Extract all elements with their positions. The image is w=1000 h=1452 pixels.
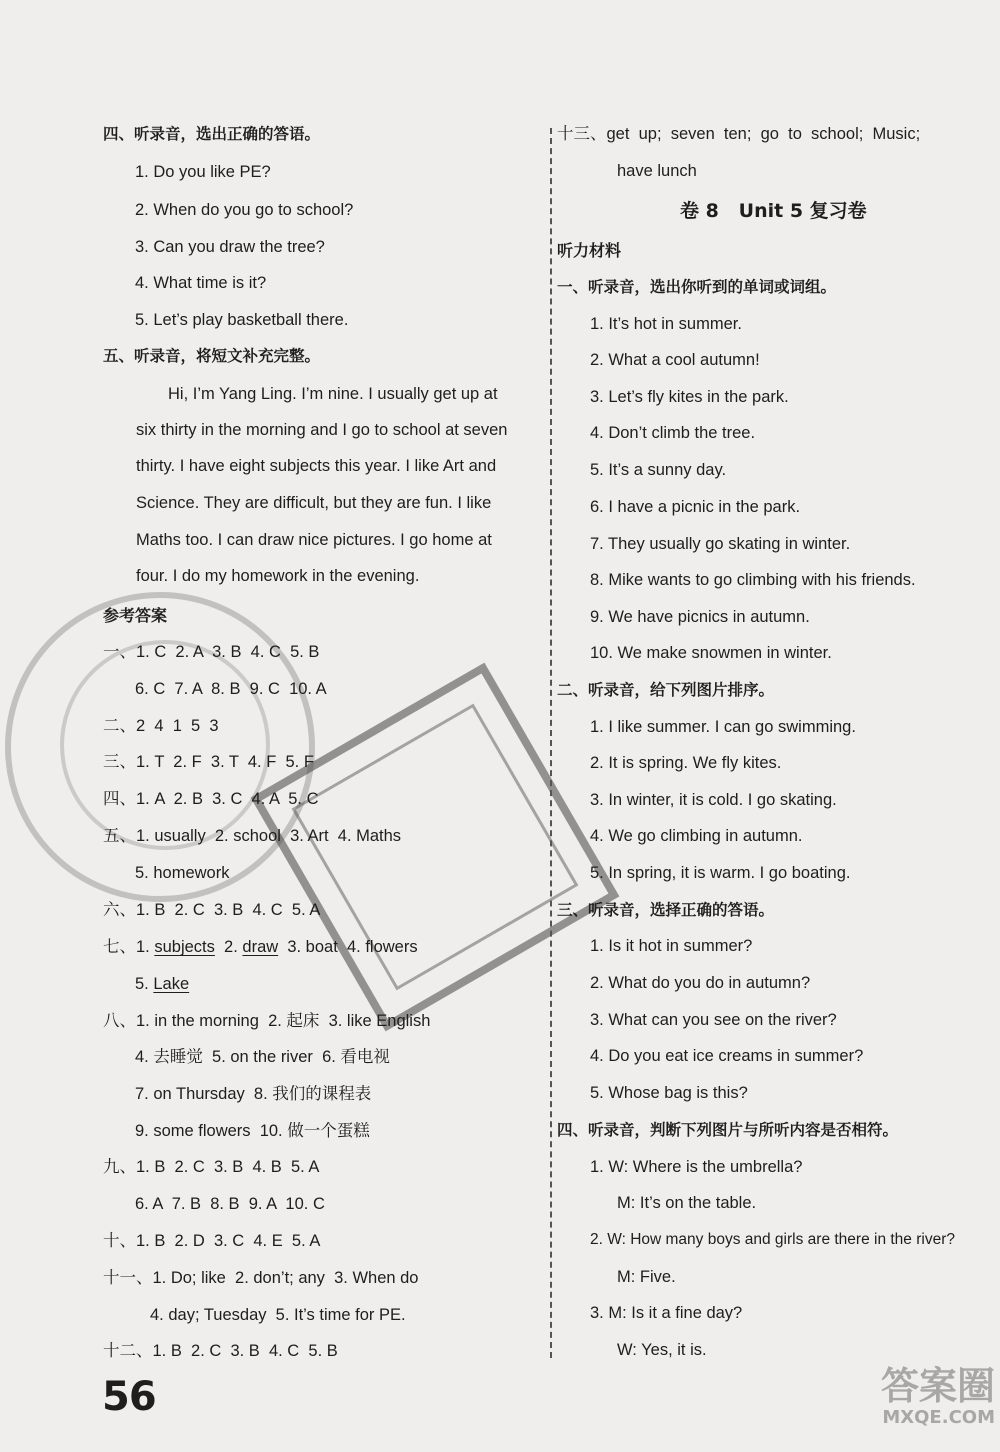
r-s4-line: 2. W: How many boys and girls are there in the river? (590, 1231, 955, 1248)
r-s1-item: 4. Don’t climb the tree. (590, 424, 756, 442)
circular-seal-inner-ring (60, 640, 270, 850)
passage-line: six thirty in the morning and I go to school at seven (136, 421, 508, 439)
s4-item: 4. What time is it? (135, 274, 267, 292)
answer-line: 一、1. C 2. A 3. B 4. C 5. B (103, 643, 320, 661)
listening-heading: 听力材料 (557, 241, 622, 260)
answer-7b-prefix: 5. (135, 975, 154, 993)
r-s1-item: 10. We make snowmen in winter. (590, 644, 832, 662)
s4-item: 1. Do you like PE? (135, 163, 271, 181)
answer-line: 三、1. T 2. F 3. T 4. F 5. F (103, 753, 314, 771)
unit-title: 卷 8 Unit 5 复习卷 (680, 200, 867, 222)
passage-line: four. I do my homework in the evening. (136, 567, 420, 585)
answer-line: 4. day; Tuesday 5. It’s time for PE. (150, 1306, 406, 1324)
passage-line: Hi, I’m Yang Ling. I’m nine. I usually get up at (168, 385, 498, 403)
answer-7-prefix: 七、1. (103, 938, 155, 956)
answer-line-13: 十三、get up; seven ten; go to school; Music; (557, 125, 921, 143)
passage-line: Maths too. I can draw nice pictures. I go home at (136, 531, 492, 549)
answer-line: 十一、1. Do; like 2. don’t; any 3. When do (103, 1269, 419, 1287)
s4-item: 3. Can you draw the tree? (135, 238, 325, 256)
answer-line: 9. some flowers 10. 做一个蛋糕 (135, 1122, 370, 1140)
answer-line-7 (103, 937, 418, 957)
r-s1-item: 5. It’s a sunny day. (590, 461, 727, 479)
watermark-logo (790, 1365, 995, 1445)
r-s4-line: 3. M: Is it a fine day? (590, 1304, 743, 1322)
answer-7-word-subjects: subjects (154, 938, 215, 956)
answer-line: 五、1. usually 2. school 3. Art 4. Maths (103, 827, 402, 845)
r-s1-item: 9. We have picnics in autumn. (590, 608, 810, 626)
page-number: 56 (102, 1374, 156, 1420)
answer-line: 4. 去睡觉 5. on the river 6. 看电视 (135, 1048, 390, 1066)
answer-line: 四、1. A 2. B 3. C 4. A 5. C (103, 790, 319, 808)
r-s2-item: 5. In spring, it is warm. I go boating. (590, 864, 851, 882)
answer-line: 二、2 4 1 5 3 (103, 717, 219, 735)
r-s3-item: 2. What do you do in autumn? (590, 974, 811, 992)
s4-item: 5. Let’s play basketball there. (135, 311, 349, 329)
section-5-heading: 五、听录音，将短文补充完整。 (103, 347, 321, 365)
r-s4-line: 1. W: Where is the umbrella? (590, 1158, 803, 1176)
passage-line: thirty. I have eight subjects this year. I like Art and (136, 457, 497, 475)
r-s1-item: 8. Mike wants to go climbing with his friends. (590, 571, 916, 589)
r-s2-item: 3. In winter, it is cold. I go skating. (590, 791, 837, 809)
answer-line: 九、1. B 2. C 3. B 4. B 5. A (103, 1158, 320, 1176)
r-s1-item: 7. They usually go skating in winter. (590, 535, 851, 553)
column-divider (550, 128, 552, 1358)
passage-line: Science. They are difficult, but they are fun. I like (136, 494, 492, 512)
watermark-main-text: 答案圈 (880, 1364, 995, 1408)
answer-line: 7. on Thursday 8. 我们的课程表 (135, 1085, 372, 1103)
answer-line: 6. C 7. A 8. B 9. C 10. A (135, 680, 327, 698)
answer-line: 八、1. in the morning 2. 起床 3. like English (103, 1012, 431, 1030)
r-s3-item: 3. What can you see on the river? (590, 1011, 837, 1029)
r-s1-item: 1. It’s hot in summer. (590, 315, 742, 333)
r-s3-item: 1. Is it hot in summer? (590, 937, 753, 955)
answer-line: 十二、1. B 2. C 3. B 4. C 5. B (103, 1342, 338, 1360)
answers-heading: 参考答案 (103, 606, 168, 625)
answer-line: 6. A 7. B 8. B 9. A 10. C (135, 1195, 325, 1213)
r-s1-item: 3. Let’s fly kites in the park. (590, 388, 789, 406)
section-4-heading: 四、听录音，选出正确的答语。 (103, 125, 321, 143)
square-seal-stamp (251, 663, 620, 1032)
watermark-url: MXQE.COM (882, 1407, 995, 1428)
r-s4-line: W: Yes, it is. (617, 1341, 707, 1359)
r-s2-item: 1. I like summer. I can go swimming. (590, 718, 856, 736)
r-s4-line: M: It’s on the table. (617, 1194, 757, 1212)
answer-line: 十、1. B 2. D 3. C 4. E 5. A (103, 1232, 321, 1250)
r-section-4-heading: 四、听录音，判断下列图片与所听内容是否相符。 (557, 1121, 899, 1139)
answer-7-rest: 3. boat 4. flowers (278, 938, 418, 956)
answer-7-mid: 2. (214, 938, 243, 956)
answer-line-7b (135, 974, 189, 994)
s4-item: 2. When do you go to school? (135, 201, 354, 219)
r-s4-line: M: Five. (617, 1268, 676, 1286)
r-s2-item: 2. It is spring. We fly kites. (590, 754, 782, 772)
answer-7-word-draw: draw (242, 938, 279, 956)
answer-7b-word-lake: Lake (153, 975, 190, 993)
r-s3-item: 5. Whose bag is this? (590, 1084, 748, 1102)
answer-line-13b: have lunch (617, 162, 697, 180)
circular-seal-stamp (5, 592, 315, 902)
answer-line: 六、1. B 2. C 3. B 4. C 5. A (103, 901, 321, 919)
r-s1-item: 6. I have a picnic in the park. (590, 498, 801, 516)
answer-line: 5. homework (135, 864, 230, 882)
r-s2-item: 4. We go climbing in autumn. (590, 827, 803, 845)
r-s3-item: 4. Do you eat ice creams in summer? (590, 1047, 864, 1065)
r-section-3-heading: 三、听录音，选择正确的答语。 (557, 901, 775, 919)
r-section-1-heading: 一、听录音，选出你听到的单词或词组。 (557, 278, 837, 296)
r-s1-item: 2. What a cool autumn! (590, 351, 760, 369)
r-section-2-heading: 二、听录音，给下列图片排序。 (557, 681, 775, 699)
